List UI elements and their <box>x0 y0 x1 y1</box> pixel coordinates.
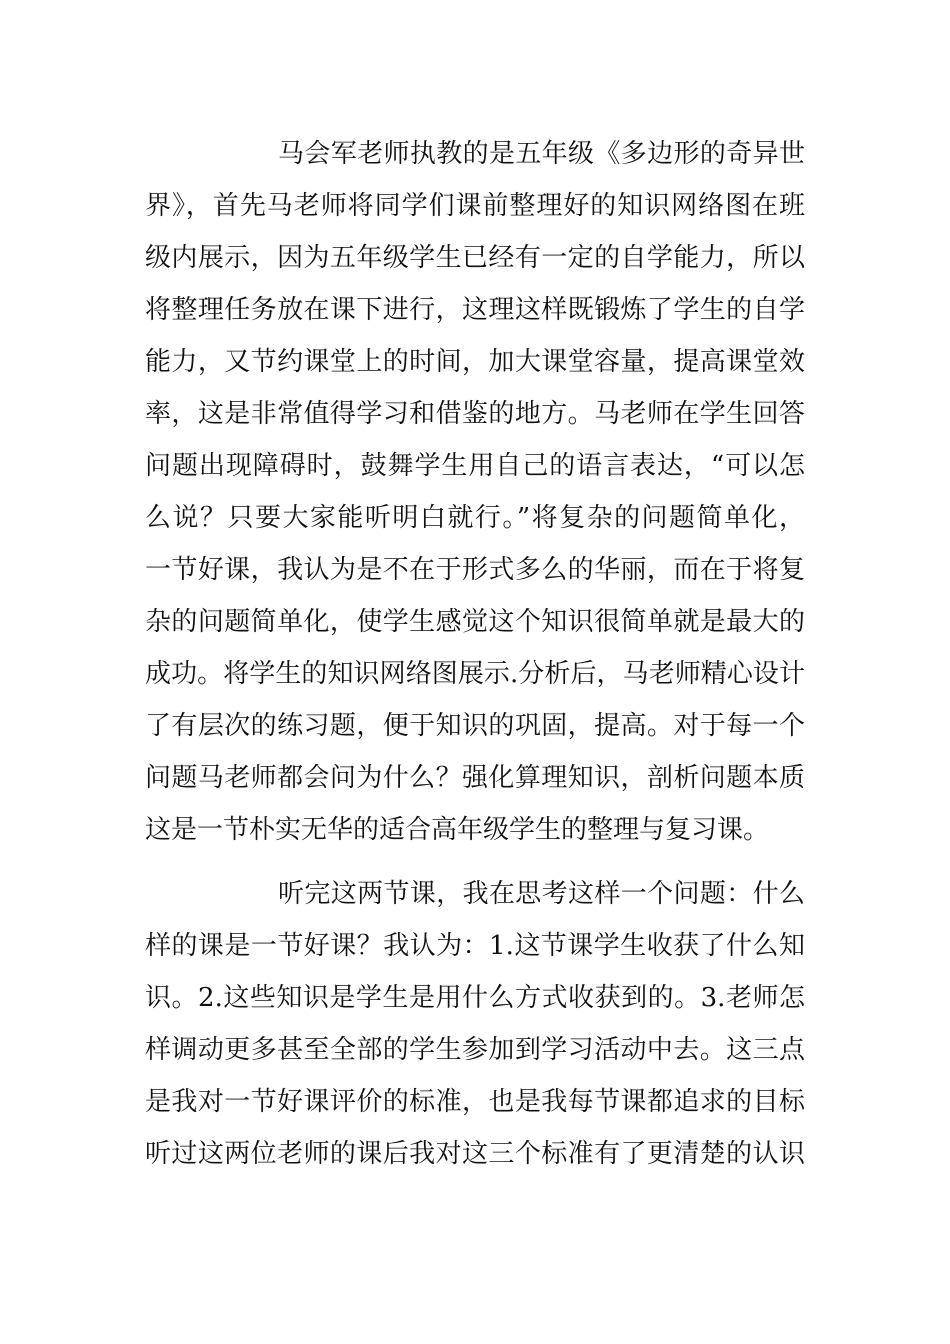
paragraph-line: 了有层次的练习题，便于知识的巩固，提高。对于每一个 <box>145 711 805 741</box>
paragraph-line: 听完这两节课，我在思考这样一个问题：什么 <box>278 879 805 909</box>
paragraph-line: 是我对一节好课评价的标准，也是我每节课都追求的目标 <box>145 1087 805 1117</box>
paragraph-line: 听过这两位老师的课后我对这三个标准有了更清楚的认识 <box>145 1139 805 1169</box>
paragraph-line: 杂的问题简单化，使学生感觉这个知识很简单就是最大的 <box>145 607 805 637</box>
paragraph-line: 将整理任务放在课下进行，这理这样既锻炼了学生的自学 <box>145 295 805 325</box>
paragraph-line: 界》，首先马老师将同学们课前整理好的知识网络图在班 <box>145 191 805 221</box>
paragraph-line: 问题马老师都会问为什么？强化算理知识，剖析问题本质 <box>145 763 805 793</box>
paragraph-line: 样调动更多甚至全部的学生参加到学习活动中去。这三点 <box>145 1035 805 1065</box>
paragraph-line: 率，这是非常值得学习和借鉴的地方。马老师在学生回答 <box>145 399 805 429</box>
paragraph-line: 这是一节朴实无华的适合高年级学生的整理与复习课。 <box>145 815 770 845</box>
paragraph-line: 么说？只要大家能听明白就行。”将复杂的问题简单化， <box>145 503 805 533</box>
paragraph-line: 级内展示，因为五年级学生已经有一定的自学能力，所以 <box>145 243 805 273</box>
paragraph-line: 成功。将学生的知识网络图展示.分析后，马老师精心设计 <box>145 659 805 689</box>
paragraph-line: 能力，又节约课堂上的时间，加大课堂容量，提高课堂效 <box>145 347 805 377</box>
paragraph-line: 一节好课，我认为是不在于形式多么的华丽，而在于将复 <box>145 555 805 585</box>
paragraph-line: 样的课是一节好课？我认为：1.这节课学生收获了什么知 <box>145 931 805 961</box>
paragraph-line: 马会军老师执教的是五年级《多边形的奇异世 <box>278 139 805 169</box>
paragraph-line: 识。2.这些知识是学生是用什么方式收获到的。3.老师怎 <box>145 983 805 1013</box>
paragraph-line: 问题出现障碍时，鼓舞学生用自己的语言表达，“可以怎 <box>145 451 805 481</box>
